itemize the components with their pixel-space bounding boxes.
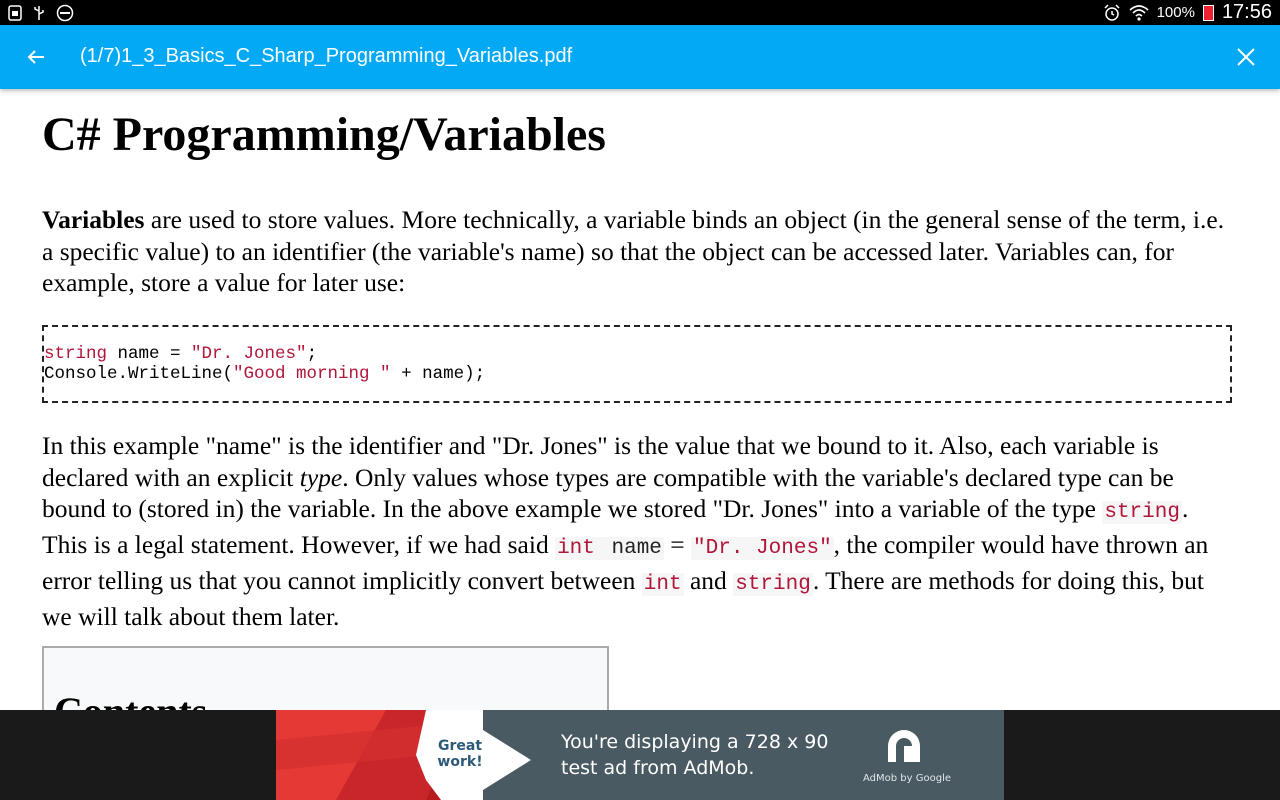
ad-badge-line-2: work!: [437, 754, 483, 770]
screenshot-icon: [8, 5, 22, 21]
ad-artwork: [276, 710, 536, 800]
back-button[interactable]: [16, 37, 56, 77]
pdf-page-view[interactable]: [0, 89, 1280, 710]
ad-message: [561, 729, 828, 781]
variables-term: Variables: [42, 205, 145, 234]
code-line-2: [44, 364, 1230, 384]
ad-badge-line-1: Great: [437, 738, 483, 754]
document-title: (1/7)1_3_Basics_C_Sharp_Programming_Variables.pdf: [80, 45, 573, 67]
ad-line-2: test ad from AdMob.: [561, 757, 755, 779]
code-text: + name);: [390, 364, 486, 384]
text-run: and: [683, 565, 734, 595]
battery-percentage: 100%: [1156, 4, 1195, 21]
intro-paragraph: [42, 204, 1238, 299]
inline-code: int: [557, 537, 595, 561]
intro-text: are used to store values. More technically, a variable binds an object (in the general sense of the term, i.e. a specific value) to an identifier (the variable's name) so that the object can be accessed later. Variables can, for example, store a value for later use:: [42, 205, 1225, 298]
code-keyword: string: [44, 344, 108, 364]
arrow-back-icon: [26, 47, 46, 67]
close-icon: [1236, 47, 1256, 67]
text-run: . Only values whose types are compatible with the variable's declared type can be bound to (stored in) the variable. In the above example we stored "Dr. Jones" into a variable of the type: [42, 462, 1174, 524]
alarm-icon: [1103, 4, 1121, 22]
text-run: =: [663, 530, 692, 560]
code-text: name =: [107, 344, 192, 364]
code-line-1: [44, 344, 1230, 364]
inline-code: "Dr. Jones": [693, 537, 832, 561]
close-button[interactable]: [1226, 37, 1266, 77]
status-icons-right: [1103, 0, 1272, 25]
ad-line-1: You're displaying a 728 x 90: [561, 731, 829, 753]
status-icons-left: [8, 4, 74, 22]
text-run: , the compiler would have thrown an error telling us that you cannot implicitly convert between: [42, 530, 1209, 595]
text-run: In this example "name" is the identifier and "Dr. Jones" is the value that we bound to it. Also, each variable is declared with an explicit: [42, 431, 1159, 492]
inline-code: name: [598, 537, 662, 561]
usb-icon: [32, 5, 46, 21]
ad-bar: [0, 710, 1280, 800]
app-bar: [0, 25, 1280, 89]
text-run: . There are methods for doing this, but we will talk about them later.: [42, 565, 1204, 631]
admob-test-ad[interactable]: [276, 710, 1004, 800]
clock: 17:56: [1221, 1, 1272, 23]
code-text: ;: [306, 344, 318, 364]
inline-code: string: [1104, 501, 1180, 525]
do-not-disturb-icon: [56, 4, 74, 22]
admob-logo-icon: [882, 724, 926, 768]
inline-code: int: [643, 572, 682, 596]
ad-brand: AdMob by Google: [863, 773, 951, 784]
emphasis-type: type: [299, 462, 343, 492]
code-text: Console.WriteLine(: [44, 364, 234, 384]
page-heading: C# Programming/Variables: [42, 108, 606, 161]
code-block: [42, 325, 1232, 403]
battery-icon: [1203, 5, 1214, 21]
text-run: . This is a legal statement. However, if we had said: [42, 494, 1189, 560]
wifi-icon: [1129, 4, 1149, 22]
code-string: "Dr. Jones": [191, 344, 307, 364]
code-string: "Good morning ": [233, 364, 391, 384]
explanation-paragraph: [42, 430, 1238, 632]
inline-code: string: [735, 572, 811, 596]
status-bar: [0, 0, 1280, 25]
